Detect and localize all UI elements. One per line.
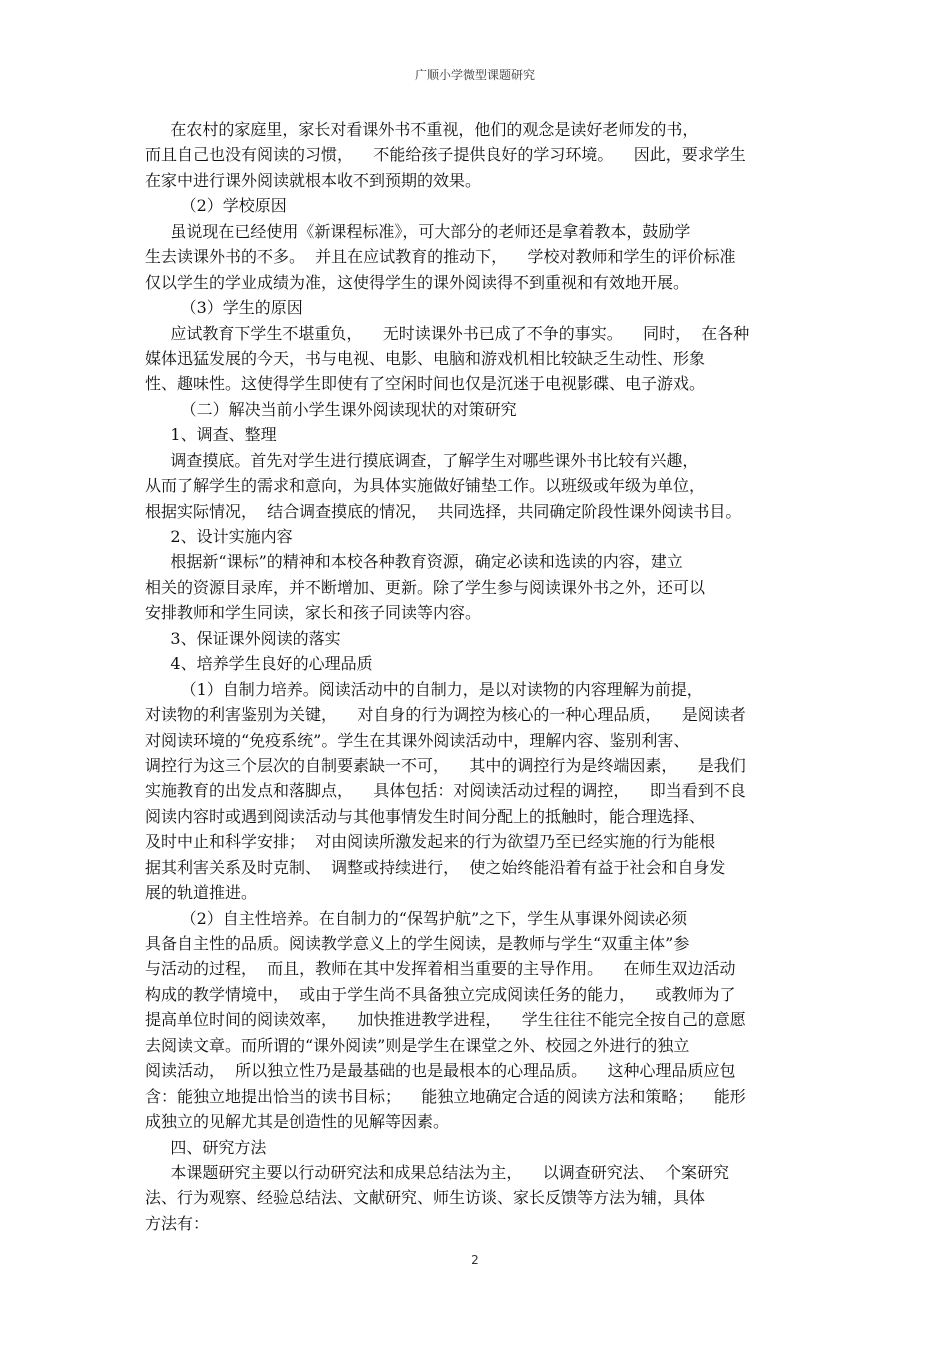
text-line: 方法有： [145,1213,210,1233]
text-line: 生去读课外书的不多。 并且在应试教育的推动下， 学校对教师和学生的评价标准 [145,247,736,267]
text-line: 阅读内容时或遇到阅读活动与其他事情发生时间分配上的抵触时，能合理选择、 [145,806,706,826]
text-line: 媒体迅猛发展的今天，书与电视、电影、电脑和游戏机相比较缺乏生动性、形象 [145,348,706,368]
text-line: 法、行为观察、经验总结法、文献研究、师生访谈、家长反馈等方法为辅，具体 [145,1188,706,1208]
text-line: 在农村的家庭里，家长对看课外书不重视，他们的观念是读好老师发的书， [145,120,699,139]
text-line: 含：能独立地提出恰当的读书目标； 能独立地确定合适的阅读方法和策略； 能形 [145,1086,746,1106]
text-line: 仅以学生的学业成绩为准，这使得学生的课外阅读得不到重视和有效地开展。 [145,272,690,292]
text-line: （2）自主性培养。在自制力的“保驾护航”之下，学生从事课外阅读必须 [145,908,688,928]
text-line: 阅读活动， 所以独立性乃是最基础的也是最根本的心理品质。 这种心理品质应包 [145,1061,736,1081]
text-line: 而且自己也没有阅读的习惯， 不能给孩子提供良好的学习环境。 因此，要求学生 [145,145,746,165]
text-line: 对读物的利害鉴别为关键， 对自身的行为调控为核心的一种心理品质， 是阅读者 [145,705,746,725]
text-line: 虽说现在已经使用《新课程标准》，可大部分的老师还是拿着教本，鼓励学 [145,221,691,241]
text-line: 实施教育的出发点和落脚点， 具体包括：对阅读活动过程的调控， 即当看到不良 [145,781,746,801]
text-line: 及时中止和科学安排； 对由阅读所激发起来的行为欲望乃至已经实施的行为能根 [145,832,716,852]
page-number: 2 [471,1253,479,1267]
text-line: 4、培养学生良好的心理品质 [145,654,373,674]
text-line: 成独立的见解尤其是创造性的见解等因素。 [145,1112,450,1132]
text-line: （2）学校原因 [145,196,287,216]
text-line: 在家中进行课外阅读就根本收不到预期的效果。 [145,170,482,190]
text-line: 去阅读文章。而所谓的“课外阅读”则是学生在课堂之外、校园之外进行的独立 [145,1035,690,1055]
text-line: 根据实际情况， 结合调查摸底的情况， 共同选择，共同确定阶段性课外阅读书目。 [145,501,742,521]
text-line: （1）自制力培养。阅读活动中的自制力，是以对读物的内容理解为前提， [145,679,703,699]
body-text [145,117,813,1236]
text-line: 四、研究方法 [145,1137,267,1157]
text-line: 安排教师和学生同读，家长和孩子同读等内容。 [145,603,482,623]
text-line: （二）解决当前小学生课外阅读现状的对策研究 [145,399,517,419]
text-line: 具备自主性的品质。阅读教学意义上的学生阅读，是教师与学生“双重主体”参 [145,934,690,953]
text-line: 展的轨道推进。 [145,883,258,903]
text-line: （3）学生的原因 [145,298,303,318]
text-line: 构成的教学情境中， 或由于学生尚不具备独立完成阅读任务的能力， 或教师为了 [145,984,736,1004]
text-line: 从而了解学生的需求和意向，为具体实施做好铺垫工作。以班级或年级为单位， [145,476,706,496]
text-line: 根据新“课标”的精神和本校各种教育资源，确定必读和选读的内容，建立 [145,552,683,572]
text-line: 调查摸底。首先对学生进行摸底调查，了解学生对哪些课外书比较有兴趣， [145,450,699,470]
text-line: 2、设计实施内容 [145,527,293,546]
text-line: 相关的资源目录库，并不断增加、更新。除了学生参与阅读课外书之外，还可以 [145,577,706,597]
text-line: 对阅读环境的“免疫系统”。学生在其课外阅读活动中，理解内容、鉴别利害、 [145,730,690,750]
text-line: 提高单位时间的阅读效率， 加快推进教学进程， 学生往往不能完全按自己的意愿 [145,1010,746,1030]
text-line: 应试教育下学生不堪重负， 无时读课外书已成了不争的事实。 同时， 在各种 [145,323,750,343]
text-line: 据其利害关系及时克制、 调整或持续进行， 使之始终能沿着有益于社会和自身发 [145,857,726,877]
text-line: 调控行为这三个层次的自制要素缺一不可， 其中的调控行为是终端因素， 是我们 [145,755,746,775]
text-line: 与活动的过程， 而且，教师在其中发挥着相当重要的主导作用。 在师生双边活动 [145,959,736,979]
text-line: 3、保证课外阅读的落实 [145,628,341,648]
running-header: 广顺小学微型课题研究 [414,68,535,82]
text-line: 性、趣味性。这使得学生即使有了空闲时间也仅是沉迷于电视影碟、电子游戏。 [145,374,706,394]
text-line: 1、调查、整理 [145,425,277,445]
text-line: 本课题研究主要以行动研究法和成果总结法为主， 以调查研究法、 个案研究 [145,1162,729,1182]
